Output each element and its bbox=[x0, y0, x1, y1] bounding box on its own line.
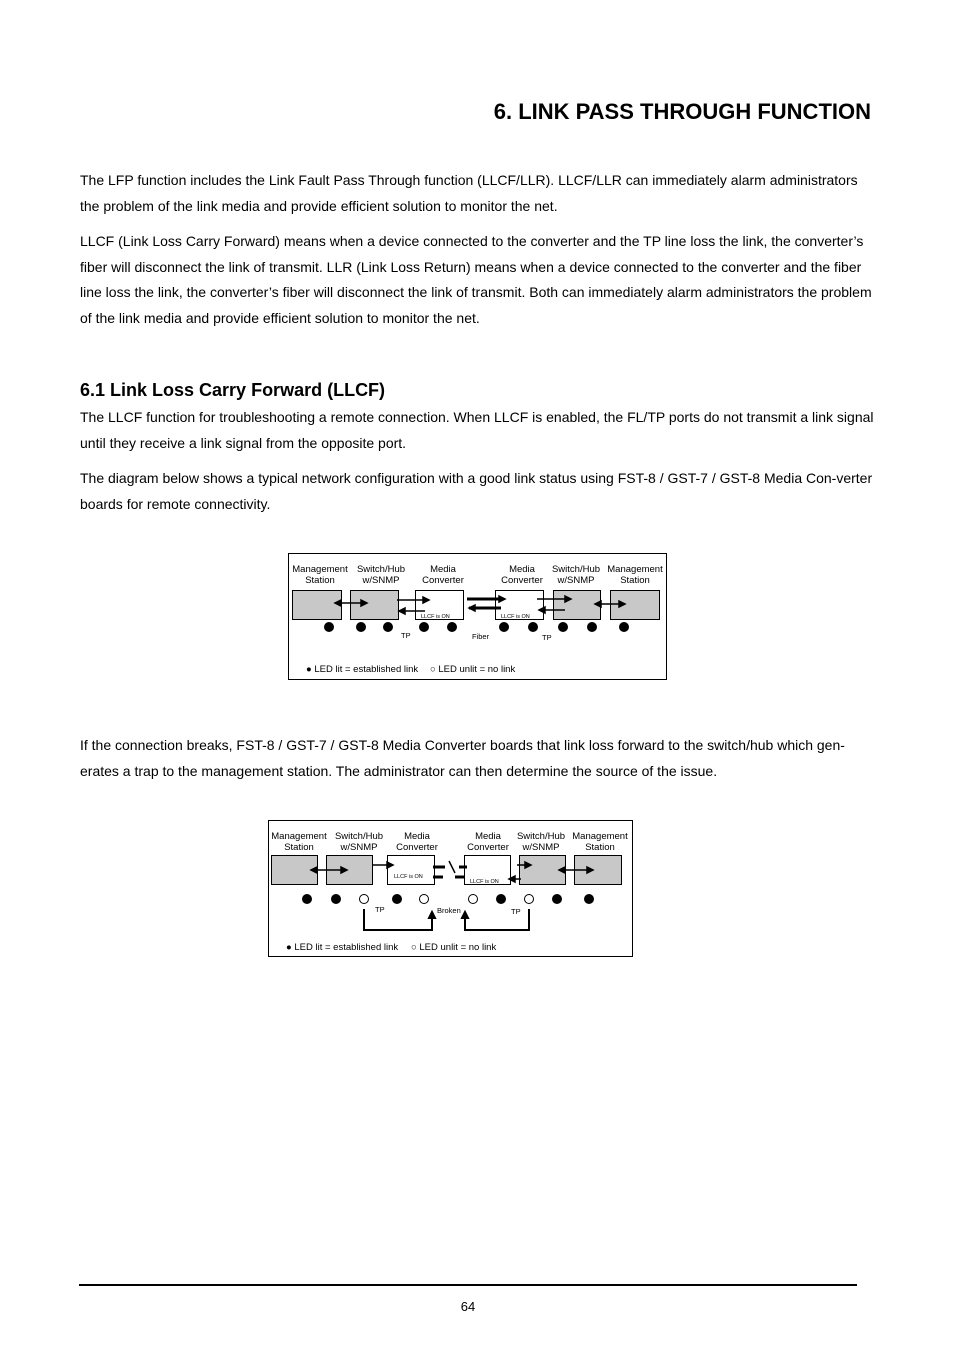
llcf-diagram-good-link bbox=[288, 553, 667, 680]
led-unlit bbox=[469, 895, 478, 904]
label-switch-right: Switch/Hub w/SNMP bbox=[516, 831, 566, 853]
arrowhead bbox=[361, 600, 367, 606]
arrowhead bbox=[565, 596, 571, 602]
led-lit bbox=[620, 623, 629, 632]
led-lit bbox=[529, 623, 538, 632]
led-lit bbox=[420, 623, 429, 632]
legend-led-lit: ● LED lit = established link bbox=[286, 942, 399, 953]
label-switch-left: Switch/Hub w/SNMP bbox=[356, 564, 406, 586]
label-media-converter-left: Media Converter bbox=[422, 564, 464, 586]
tp-label-right: TP bbox=[511, 907, 521, 916]
led-lit bbox=[303, 895, 312, 904]
led-lit bbox=[384, 623, 393, 632]
intro-paragraph-1: The LFP function includes the Link Fault Pass Through function (LLCF/LLR). LLCF/LLR can immediately alarm administrators the problem of the link media and provide efficient solution to monitor the net. bbox=[80, 172, 858, 214]
break-mark bbox=[449, 861, 455, 873]
label-mgmt-station-right: Management Station bbox=[572, 831, 628, 853]
led-lit bbox=[553, 895, 562, 904]
arrowhead bbox=[525, 862, 531, 868]
led-unlit bbox=[360, 895, 369, 904]
label-mgmt-station-right: Management Station bbox=[607, 564, 663, 586]
label-switch-right: Switch/Hub w/SNMP bbox=[551, 564, 601, 586]
arrowhead bbox=[429, 912, 435, 918]
diagram1-links bbox=[289, 554, 666, 679]
section-paragraph-3: If the connection breaks, FST-8 / GST-7 / GST-8 Media Converter boards that link loss forward to the switch/hub which gen-erates a trap to the management station. The administrator can then determine the source of the issue. bbox=[80, 737, 845, 779]
page-title: 6. LINK PASS THROUGH FUNCTION bbox=[493, 99, 871, 124]
section-paragraph-2: The diagram below shows a typical network configuration with a good link status using FST-8 / GST-7 / GST-8 Media Con-verter boards for remote connectivity. bbox=[80, 470, 873, 512]
footer-rule bbox=[79, 1284, 857, 1286]
llcf-label-left: LLCF is ON bbox=[421, 614, 450, 620]
llcf-diagram-broken-link bbox=[268, 820, 633, 957]
intro-paragraph-2: LLCF (Link Loss Carry Forward) means when a device connected to the converter and the TP line loss the link, the converter’s fiber will disconnect the link of transmit. LLR (Link Loss Return) means when a device connected to the converter and the fiber line loss the link, the converter’s fiber will disconnect the link of transmit. Both can immediately alarm administrators the problem of the link media and provide efficient solution to monitor the net. bbox=[80, 233, 872, 326]
arrowhead bbox=[423, 597, 429, 603]
arrowhead bbox=[509, 876, 515, 882]
arrowhead bbox=[341, 867, 347, 873]
label-media-converter-right: Media Converter bbox=[501, 564, 543, 586]
legend-led-lit: ● LED lit = established link bbox=[306, 664, 419, 675]
llcf-label-right: LLCF is ON bbox=[470, 879, 499, 885]
diagram2-links bbox=[269, 821, 632, 956]
section-title: 6.1 Link Loss Carry Forward (LLCF) bbox=[80, 380, 386, 400]
led-lit bbox=[357, 623, 366, 632]
page-number: 64 bbox=[460, 1299, 476, 1314]
arrowhead bbox=[619, 601, 625, 607]
label-media-converter-left: Media Converter bbox=[396, 831, 438, 853]
tp-label-left: TP bbox=[375, 905, 385, 914]
legend-led-unlit: ○ LED unlit = no link bbox=[430, 664, 516, 675]
tp-label-right: TP bbox=[542, 633, 552, 642]
broken-label: Broken bbox=[437, 906, 461, 915]
arrowhead bbox=[335, 600, 341, 606]
arrowhead bbox=[595, 601, 601, 607]
arrowhead bbox=[559, 867, 565, 873]
arrowhead bbox=[539, 607, 545, 613]
led-lit bbox=[332, 895, 341, 904]
led-unlit bbox=[420, 895, 429, 904]
llcf-label-right: LLCF is ON bbox=[501, 614, 530, 620]
led-lit bbox=[393, 895, 402, 904]
arrowhead bbox=[469, 605, 475, 611]
label-mgmt-station-left: Management Station bbox=[292, 564, 348, 586]
led-lit bbox=[325, 623, 334, 632]
arrowhead bbox=[462, 912, 468, 918]
led-lit bbox=[497, 895, 506, 904]
label-media-converter-right: Media Converter bbox=[467, 831, 509, 853]
arrowhead bbox=[587, 867, 593, 873]
section-paragraph-1: The LLCF function for troubleshooting a remote connection. When LLCF is enabled, the FL/TP ports do not transmit a link signal until they receive a link signal from the opposite port. bbox=[80, 409, 874, 451]
led-lit bbox=[588, 623, 597, 632]
label-switch-left: Switch/Hub w/SNMP bbox=[334, 831, 384, 853]
arrowhead bbox=[387, 862, 393, 868]
led-lit bbox=[448, 623, 457, 632]
led-unlit bbox=[525, 895, 534, 904]
legend-led-unlit: ○ LED unlit = no link bbox=[411, 942, 497, 953]
led-lit bbox=[559, 623, 568, 632]
led-lit bbox=[585, 895, 594, 904]
label-mgmt-station-left: Management Station bbox=[271, 831, 327, 853]
fiber-label: Fiber bbox=[472, 632, 490, 641]
llcf-label-left: LLCF is ON bbox=[394, 874, 423, 880]
led-lit bbox=[500, 623, 509, 632]
arrowhead bbox=[399, 608, 405, 614]
arrowhead bbox=[311, 867, 317, 873]
tp-label-left: TP bbox=[401, 631, 411, 640]
arrowhead bbox=[499, 596, 505, 602]
